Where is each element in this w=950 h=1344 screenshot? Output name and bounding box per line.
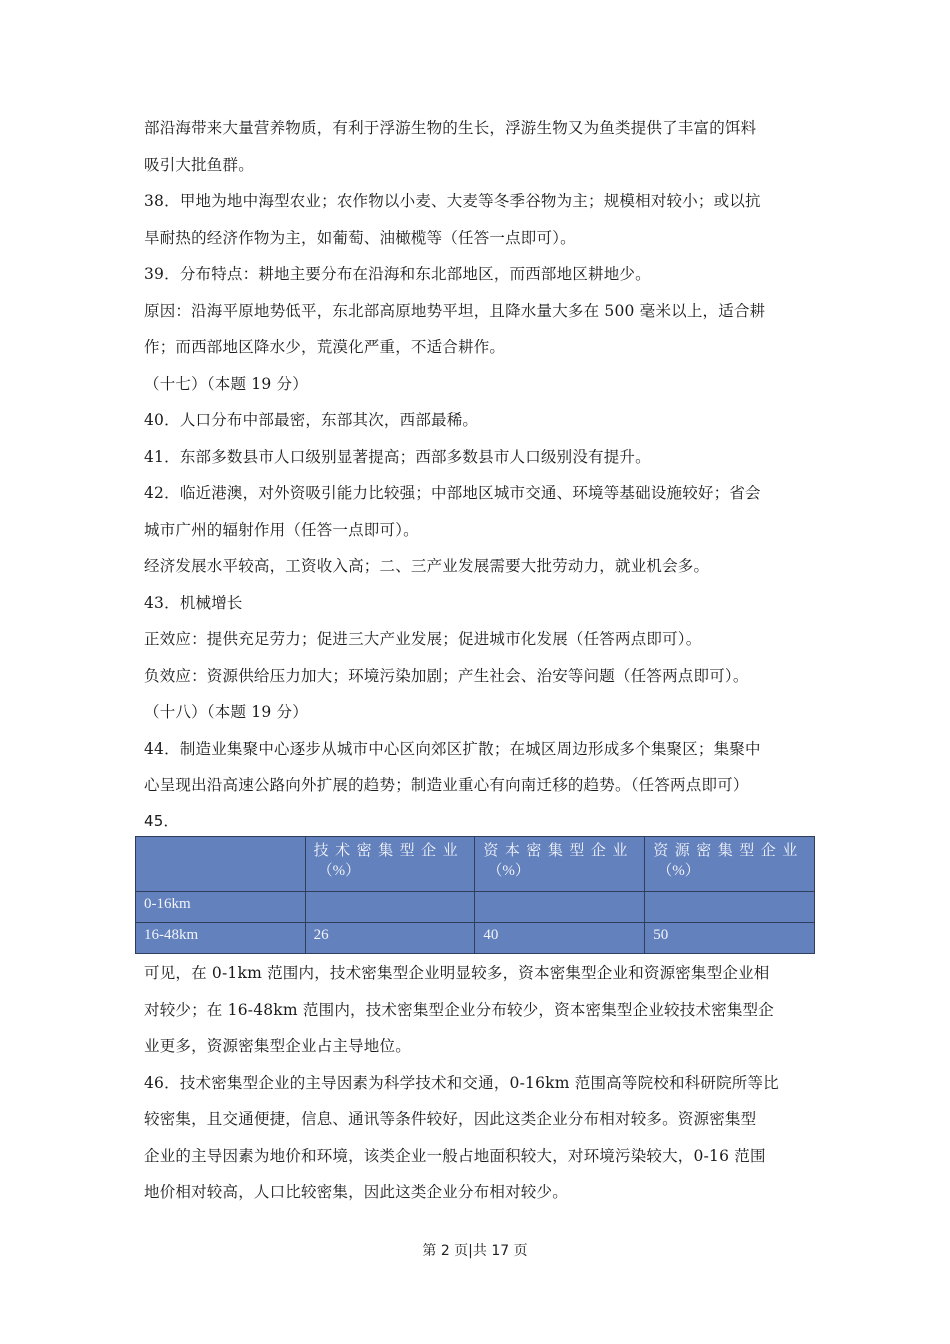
answer-44: 44．制造业集聚中心逐步从城市中心区向郊区扩散；在城区周边形成多个集聚区；集聚中 bbox=[144, 739, 761, 758]
table-cell: 0-16km bbox=[136, 892, 306, 923]
header-unit: （%） bbox=[487, 863, 530, 879]
table-cell bbox=[475, 892, 645, 923]
header-tech-intensive: 技术密集型企业 bbox=[313, 843, 465, 859]
answer-40: 40．人口分布中部最密，东部其次，西部最稀。 bbox=[144, 411, 479, 429]
table-header-cell bbox=[136, 837, 306, 892]
answer-39: 39．分布特点：耕地主要分布在沿海和东北部地区，而西部地区耕地少。 bbox=[144, 265, 651, 283]
page-number: 第 2 页|共 17 页 bbox=[422, 1243, 528, 1259]
text-line: 心呈现出沿高速公路向外扩展的趋势；制造业重心有向南迁移的趋势。（任答两点即可） bbox=[144, 776, 749, 794]
text-line: 较密集，且交通便捷，信息、通讯等条件较好，因此这类企业分布相对较多。资源密集型 bbox=[144, 1110, 757, 1128]
text-line: 作；而西部地区降水少，荒漠化严重，不适合耕作。 bbox=[144, 338, 506, 356]
text-line: 对较少；在 16-48km 范围内，技术密集型企业分布较少，资本密集型企业较技术密集型企 bbox=[144, 1000, 774, 1019]
table-cell bbox=[645, 892, 815, 923]
table-cell: 50 bbox=[645, 923, 815, 954]
table-cell: 16-48km bbox=[136, 923, 306, 954]
table-cell bbox=[305, 892, 475, 923]
table-header-cell bbox=[475, 837, 645, 892]
enterprise-distribution-table bbox=[135, 836, 815, 954]
header-capital-intensive: 资本密集型企业 bbox=[483, 843, 634, 859]
table-cell: 26 bbox=[305, 923, 475, 954]
text-line: 吸引大批鱼群。 bbox=[144, 155, 254, 174]
answer-42: 42．临近港澳，对外资吸引能力比较强；中部地区城市交通、环境等基础设施较好；省会 bbox=[144, 484, 761, 502]
table-row bbox=[136, 892, 815, 923]
text-line: 企业的主导因素为地价和环境，该类企业一般占地面积较大，对环境污染较大，0-16 范围 bbox=[144, 1146, 766, 1165]
header-unit: （%） bbox=[317, 863, 361, 879]
text-line: 正效应：提供充足劳力；促进三大产业发展；促进城市化发展（任答两点即可）。 bbox=[144, 630, 702, 648]
text-line: 旱耐热的经济作物为主，如葡萄、油橄榄等（任答一点即可）。 bbox=[144, 228, 576, 247]
section-heading-17: （十七）（本题 19 分） bbox=[144, 374, 308, 393]
answer-45-label: 45． bbox=[144, 811, 179, 830]
header-unit: （%） bbox=[657, 863, 700, 879]
text-line: 经济发展水平较高，工资收入高；二、三产业发展需要大批劳动力，就业机会多。 bbox=[144, 557, 710, 575]
answer-body-continued bbox=[144, 955, 812, 1211]
text-line: 负效应：资源供给压力加大；环境污染加剧；产生社会、治安等问题（任答两点即可）。 bbox=[144, 666, 749, 685]
section-heading-18: （十八）（本题 19 分） bbox=[144, 703, 308, 721]
page-footer bbox=[0, 1240, 950, 1260]
answer-38: 38．甲地为地中海型农业；农作物以小麦、大麦等冬季谷物为主；规模相对较小；或以抗 bbox=[144, 192, 761, 210]
table-header-cell bbox=[645, 837, 815, 892]
text-line: 业更多，资源密集型企业占主导地位。 bbox=[144, 1037, 411, 1055]
answer-41: 41．东部多数县市人口级别显著提高；西部多数县市人口级别没有提升。 bbox=[144, 447, 651, 466]
text-line: 原因：沿海平原地势低平，东北部高原地势平坦，且降水量大多在 500 毫米以上，适合耕 bbox=[144, 301, 766, 320]
text-line: 部沿海带来大量营养物质，有利于浮游生物的生长，浮游生物又为鱼类提供了丰富的饵料 bbox=[144, 119, 757, 137]
text-line: 地价相对较高，人口比较密集，因此这类企业分布相对较少。 bbox=[144, 1183, 568, 1201]
table-header-cell bbox=[305, 837, 475, 892]
answer-body bbox=[144, 110, 812, 838]
answer-43: 43．机械增长 bbox=[144, 593, 243, 612]
table-row bbox=[136, 923, 815, 954]
answer-46: 46．技术密集型企业的主导因素为科学技术和交通，0-16km 范围高等院校和科研院所等比 bbox=[144, 1073, 779, 1092]
text-line: 可见，在 0-1km 范围内，技术密集型企业明显较多，资本密集型企业和资源密集型企业相 bbox=[144, 964, 770, 982]
header-resource-intensive: 资源密集型企业 bbox=[653, 843, 804, 859]
table-header-row bbox=[136, 837, 815, 892]
text-line: 城市广州的辐射作用（任答一点即可）。 bbox=[144, 520, 419, 539]
table-cell: 40 bbox=[475, 923, 645, 954]
